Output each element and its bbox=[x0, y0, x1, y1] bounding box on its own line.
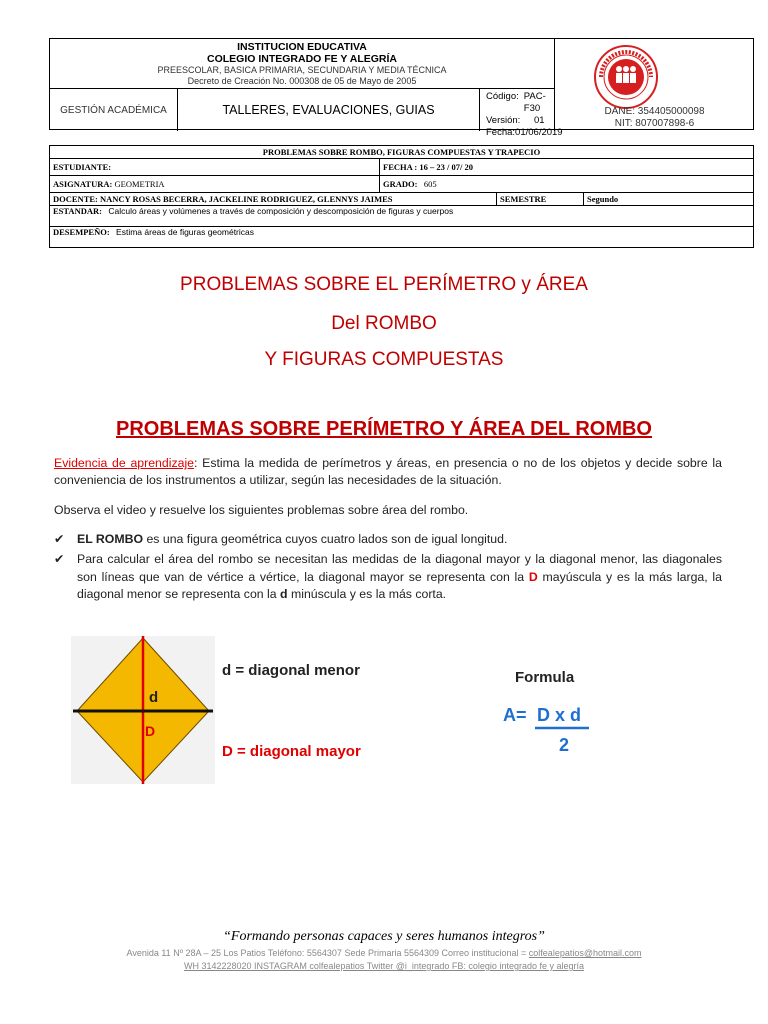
grade-value: 605 bbox=[423, 179, 437, 189]
fecha-value: 16 – 23 / 07/ 20 bbox=[419, 162, 473, 172]
performance-label: DESEMPEÑO: bbox=[53, 227, 110, 237]
code-label: Código: bbox=[486, 91, 519, 102]
email-link[interactable]: colfealepatios@hotmail.com bbox=[528, 948, 642, 958]
version-label: Versión: bbox=[486, 115, 521, 126]
area-explanation-part-1: Para calcular el área del rombo se necesitan las medidas de la diagonal mayor y la diagonal menor, las diagonales son líneas que van de vértice a vértice, la diagonal mayor se representa con la bbox=[77, 552, 722, 584]
rhombus-definition: es una figura geométrica cuyos cuatro lados son de igual longitud. bbox=[143, 532, 508, 546]
evidence-text: : Estima la medida de perímetros y áreas, en presencia o no de los objetos y decide sobre la conveniencia de los instrumentos a utilizar, según las necesidades de la situación. bbox=[54, 456, 722, 487]
code-value: PAC-F30 bbox=[523, 91, 546, 114]
area-explanation-part-2: mayúscula y es la más larga, la diagonal menor se representa con la bbox=[77, 569, 722, 601]
institution-title-block bbox=[50, 39, 555, 89]
standard-value: Calculo áreas y volúmenes a través de composición y descomposición de figuras y cuerpos bbox=[108, 206, 454, 216]
address-text: Avenida 11 Nº 28A – 25 Los Patios Teléfono: 5564307 Sede Primaria 5564309 Correo institucional = bbox=[126, 948, 529, 958]
bullet-rhombus-definition bbox=[54, 531, 722, 549]
school-name: COLEGIO INTEGRADO FE Y ALEGRÍA bbox=[207, 53, 397, 65]
formula-numerator: D x d bbox=[537, 705, 582, 725]
bullet-area-explanation bbox=[54, 551, 722, 604]
school-logo bbox=[593, 44, 659, 110]
major-diagonal-label: D = diagonal mayor bbox=[222, 743, 361, 760]
main-title-line-3: Y FIGURAS COMPUESTAS bbox=[264, 349, 504, 370]
worksheet-heading: PROBLEMAS SOBRE ROMBO, FIGURAS COMPUESTAS Y TRAPECIO bbox=[262, 147, 541, 157]
document-type: TALLERES, EVALUACIONES, GUIAS bbox=[178, 89, 480, 131]
learning-evidence bbox=[54, 455, 722, 489]
semester-value-cell bbox=[584, 193, 753, 205]
subject-field bbox=[50, 176, 380, 192]
teacher-field bbox=[50, 193, 497, 205]
formula-lhs: A= bbox=[503, 705, 527, 725]
minor-diagonal-mark: d bbox=[149, 689, 159, 706]
date-value: 01/06/2019 bbox=[515, 127, 563, 138]
semester-label-cell bbox=[497, 193, 584, 205]
creation-decree: Decreto de Creación No. 000308 de 05 de Mayo de 2005 bbox=[187, 76, 417, 86]
school-motto: “Formando personas capaces y seres humanos integros” bbox=[223, 929, 545, 944]
rhombus-diagram bbox=[71, 636, 215, 784]
rhombus-figure bbox=[71, 636, 215, 784]
management-area: GESTIÓN ACADÉMICA bbox=[50, 89, 178, 131]
student-label: ESTUDIANTE: bbox=[53, 162, 112, 172]
main-title-line-2: Del ROMBO bbox=[331, 313, 437, 334]
capital-d-mark: D bbox=[528, 569, 538, 584]
evidence-label: Evidencia de aprendizaje bbox=[54, 456, 195, 470]
formula-heading: Formula bbox=[515, 669, 575, 686]
standard-field bbox=[50, 206, 753, 216]
rhombus-term: EL ROMBO bbox=[77, 532, 144, 546]
formula-denominator: 2 bbox=[559, 735, 570, 755]
area-explanation-part-3: minúscula y es la más corta. bbox=[287, 587, 447, 601]
teacher-value: NANCY ROSAS BECERRA, JACKELINE RODRIGUEZ, GLENNYS JAIMES bbox=[100, 194, 393, 204]
semester-label: SEMESTRE bbox=[500, 194, 547, 204]
grade-label: GRADO: bbox=[383, 179, 418, 189]
date-label: Fecha: bbox=[486, 127, 516, 138]
lowercase-d-mark: d bbox=[280, 587, 288, 601]
logo-block bbox=[555, 39, 754, 131]
major-diagonal-mark: D bbox=[145, 723, 156, 739]
document-header bbox=[49, 38, 754, 138]
student-info-table bbox=[49, 145, 754, 248]
performance-field bbox=[50, 227, 753, 237]
fecha-label: FECHA : bbox=[383, 162, 418, 172]
main-title-line-1: PROBLEMAS SOBRE EL PERÍMETRO y ÁREA bbox=[180, 274, 588, 295]
checkmark-icon: ✔ bbox=[54, 552, 65, 566]
grade-field bbox=[380, 176, 753, 192]
subject-label: ASIGNATURA: bbox=[53, 179, 113, 189]
area-formula bbox=[503, 701, 591, 761]
performance-value: Estima áreas de figuras geométricas bbox=[116, 227, 254, 237]
standard-label: ESTANDAR: bbox=[53, 206, 102, 216]
version-value: 01 bbox=[534, 115, 545, 126]
section-title: PROBLEMAS SOBRE PERÍMETRO Y ÁREA DEL ROMBO bbox=[116, 418, 652, 440]
checkmark-icon: ✔ bbox=[54, 532, 65, 546]
minor-diagonal-label: d = diagonal menor bbox=[222, 662, 360, 679]
teacher-label: DOCENTE: bbox=[53, 194, 98, 204]
date-field bbox=[380, 159, 753, 175]
instruction-text: Observa el video y resuelve los siguientes problemas sobre área del rombo. bbox=[54, 503, 469, 517]
semester-value: Segundo bbox=[587, 194, 619, 204]
document-codes bbox=[480, 89, 563, 138]
school-address bbox=[0, 948, 768, 958]
student-field bbox=[50, 159, 380, 175]
social-contacts[interactable]: WH 3142228020 INSTAGRAM colfealepatios Twitter @i_integrado FB: colegio integrado fe y alegría bbox=[183, 961, 584, 971]
subject-value: GEOMETRIA bbox=[114, 179, 165, 189]
institution-name: INSTITUCION EDUCATIVA bbox=[237, 41, 367, 53]
school-levels: PREESCOLAR, BASICA PRIMARIA, SECUNDARIA Y MEDIA TÉCNICA bbox=[157, 65, 447, 75]
nit-code: NIT: 807007898-6 bbox=[614, 118, 695, 129]
dane-code: DANE: 354405000098 bbox=[604, 106, 705, 117]
